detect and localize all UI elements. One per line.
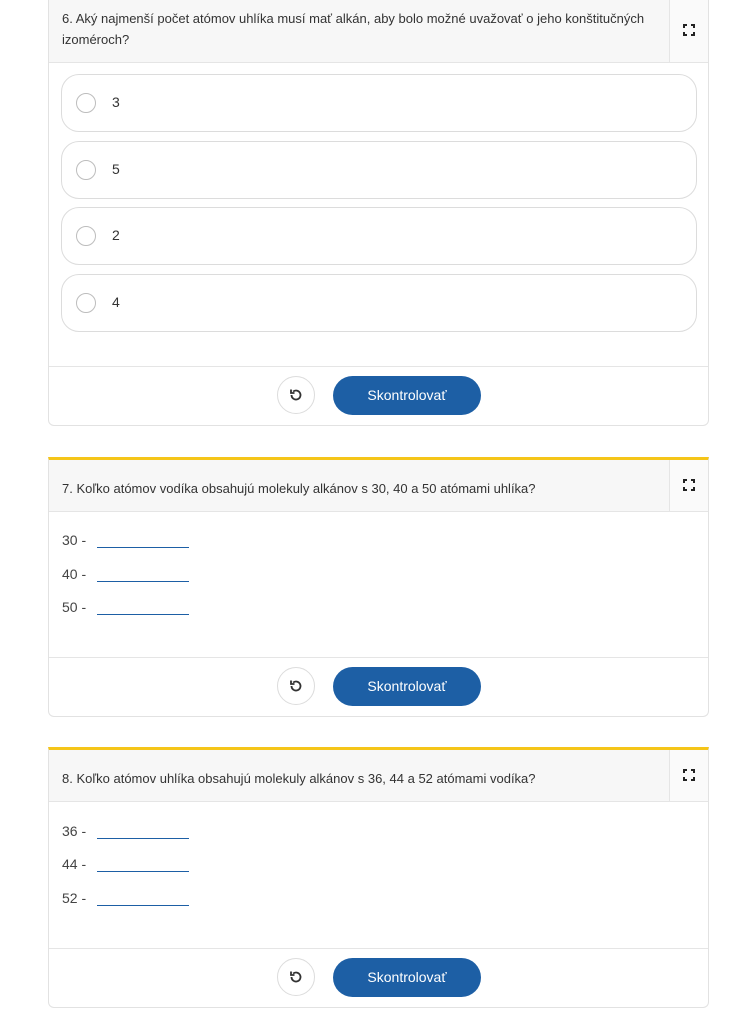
question-header xyxy=(49,0,708,63)
question-card-8 xyxy=(48,747,709,1008)
answer-input[interactable] xyxy=(97,614,189,615)
check-button[interactable]: Skontrolovať xyxy=(333,958,481,997)
question-header xyxy=(49,750,708,802)
reset-button[interactable] xyxy=(277,667,315,705)
reset-icon xyxy=(288,969,304,985)
option-label: 3 xyxy=(112,94,120,110)
expand-icon xyxy=(683,479,695,491)
expand-button[interactable] xyxy=(669,0,708,62)
check-button[interactable]: Skontrolovať xyxy=(333,667,481,706)
option-label: 2 xyxy=(112,227,120,243)
radio-button[interactable] xyxy=(76,293,96,313)
question-card-6 xyxy=(48,0,709,426)
answer-label: 52 - xyxy=(62,890,87,906)
question-card-7 xyxy=(48,457,709,717)
answer-label: 44 - xyxy=(62,856,87,872)
question-footer xyxy=(49,657,708,716)
question-text: 8. Koľko atómov uhlíka obsahujú molekuly alkánov s 36, 44 a 52 atómami vodíka? xyxy=(62,771,536,786)
answer-input[interactable] xyxy=(97,838,189,839)
question-footer xyxy=(49,948,708,1007)
option-2[interactable] xyxy=(61,207,697,265)
answer-input[interactable] xyxy=(97,581,189,582)
option-label: 4 xyxy=(112,294,120,310)
question-footer xyxy=(49,366,708,425)
option-3[interactable] xyxy=(61,74,697,132)
question-header xyxy=(49,460,708,512)
option-5[interactable] xyxy=(61,141,697,199)
option-4[interactable] xyxy=(61,274,697,332)
question-text: 7. Koľko atómov vodíka obsahujú molekuly alkánov s 30, 40 a 50 atómami uhlíka? xyxy=(62,481,536,496)
radio-button[interactable] xyxy=(76,93,96,113)
answer-label: 30 - xyxy=(62,532,87,548)
answer-input[interactable] xyxy=(97,871,189,872)
answer-input[interactable] xyxy=(97,547,189,548)
radio-button[interactable] xyxy=(76,226,96,246)
expand-button[interactable] xyxy=(669,460,708,511)
answer-label: 40 - xyxy=(62,566,87,582)
expand-icon xyxy=(683,24,695,36)
radio-button[interactable] xyxy=(76,160,96,180)
answer-input[interactable] xyxy=(97,905,189,906)
reset-button[interactable] xyxy=(277,958,315,996)
check-button[interactable]: Skontrolovať xyxy=(333,376,481,415)
question-text: 6. Aký najmenší počet atómov uhlíka musí mať alkán, aby bolo možné uvažovať o jeho konštitučných izoméroch? xyxy=(62,11,645,47)
option-label: 5 xyxy=(112,161,120,177)
answer-label: 50 - xyxy=(62,599,87,615)
expand-button[interactable] xyxy=(669,750,708,801)
expand-icon xyxy=(683,769,695,781)
reset-icon xyxy=(288,678,304,694)
reset-button[interactable] xyxy=(277,376,315,414)
answer-label: 36 - xyxy=(62,823,87,839)
reset-icon xyxy=(288,387,304,403)
